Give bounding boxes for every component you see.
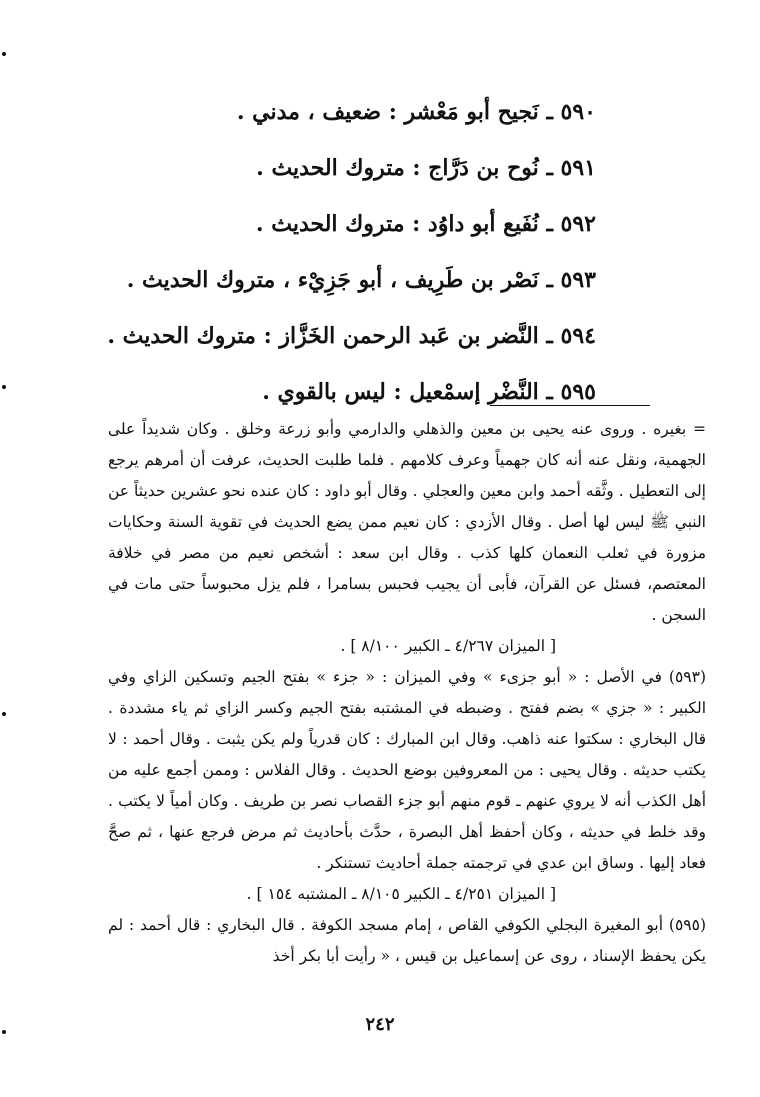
footnote-593: (٥٩٣) في الأصل : « أبو جزىء » وفي الميزان : « جزء » بفتح الجيم وتسكين الزاي وفي الكبير : « جزي » بضم ففتح . وضبطه في المشتبه بفتح الجيم وكسر الزاي ثم ياء مشددة . قال البخاري : سكتوا عنه ذاهب. وقال ابن المبارك : كان قدرياً ولم يكن يثبت . وقال أحمد : لا يكتب حديثه . وقال يحيى : من المعروفين بوضع الحديث . وقال الفلاس : وممن أجمع عليه من أهل الكذب أنه لا يروي عنهم ـ قوم منهم أبو جزء القصاب نصر بن طريف . وكان أمياً لا يكتب . وقد خلط في حديثه ، وكان أحفظ أهل البصرة ، حدَّث بأحاديث ثم مرض فرجع عنها ، ثم صحَّ فعاد إليها . وساق ابن عدي في ترجمته جملة أحاديث تستنكر . bbox=[108, 668, 706, 872]
footnote-separator bbox=[490, 405, 650, 406]
entry-590: ٥٩٠ ـ نَجيح أبو مَعْشر : ضعيف ، مدني . bbox=[236, 99, 596, 125]
footnote-continuation: = بغيره . وروى عنه يحيى بن معين والذهلي والدارمي وأبو زرعة وخلق . وكان شديداً على الجهمية، ونقل عنه أنه كان جهمياً وعرف كلامهم . فلما طلبت الحديث، عرفت أن أمرهم يرجع إلى التعطيل . وثَّقه أحمد وابن معين والعجلي . وقال أبو داود : كان عنده نحو عشرين حديثاً عن النبي ﷺ ليس لها أصل . وقال الأزدي : كان نعيم ممن يضع الحديث في تقوية السنة وحكايات مزورة في ثعلب النعمان كلها كذب . وقال ابن سعد : أشخص نعيم من مصر في خلافة المعتصم، فسئل عن القرآن، فأبى أن يجيب فحبس بسامرا ، فلم يزل محبوساً حتى مات في السجن . bbox=[108, 420, 706, 624]
page-number: ٢٤٢ bbox=[365, 1014, 395, 1035]
entry-595: ٥٩٥ ـ النَّضْر إسمْعيل : ليس بالقوي . bbox=[262, 379, 596, 405]
footnotes bbox=[108, 414, 706, 972]
entry-593: ٥٩٣ ـ نَصْر بن طَرِيف ، أبو جَزِيْء ، متروك الحديث . bbox=[126, 267, 596, 293]
entry-594: ٥٩٤ ـ النَّضر بن عَبد الرحمن الخَزَّاز : متروك الحديث . bbox=[107, 323, 596, 349]
entry-591: ٥٩١ ـ نُوح بن دَرَّاج : متروك الحديث . bbox=[256, 155, 596, 181]
margin-mark bbox=[2, 712, 6, 716]
footnote-595: (٥٩٥) أبو المغيرة البجلي الكوفي القاص ، إمام مسجد الكوفة . قال البخاري : قال أحمد : لم يكن يحفظ الإسناد ، روى عن إسماعيل بن قيس ، « رأيت أبا بكر أخذ bbox=[108, 916, 706, 965]
narrator-entries bbox=[107, 84, 596, 420]
entry-592: ٥٩٢ ـ نُفَيع أبو داوُد : متروك الحديث . bbox=[255, 211, 596, 237]
margin-mark bbox=[2, 385, 6, 389]
footnote-reference: [ الميزان ٤/٢٥١ ـ الكبير ٨/١٠٥ ـ المشتبه ١٥٤ ] . bbox=[246, 885, 556, 903]
margin-mark bbox=[2, 52, 6, 56]
footnote-reference: [ الميزان ٤/٢٦٧ ـ الكبير ٨/١٠٠ ] . bbox=[340, 637, 556, 655]
